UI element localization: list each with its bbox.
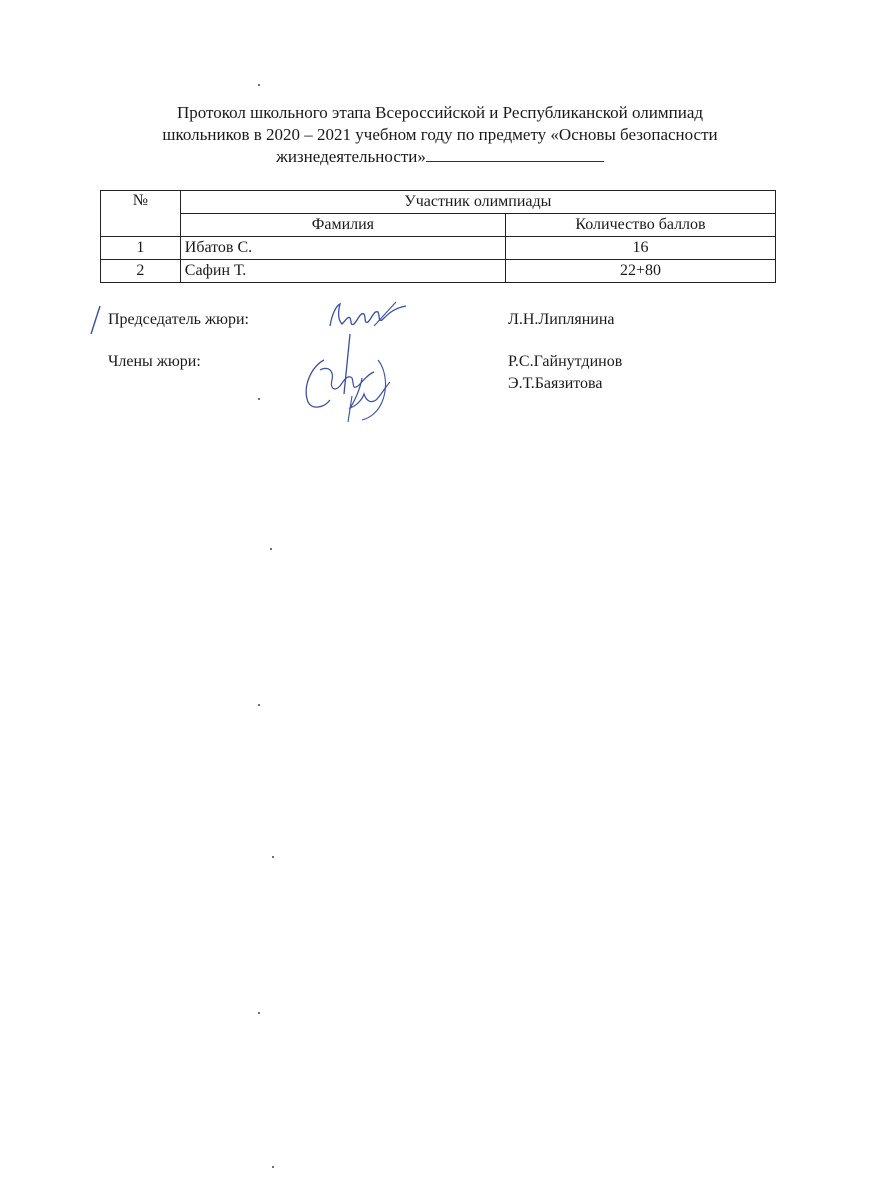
document-title (90, 102, 790, 168)
header-score: Количество баллов (505, 214, 775, 237)
header-participant: Участник олимпиады (180, 191, 775, 214)
header-num: № (101, 191, 181, 237)
title-blank-line (426, 147, 604, 162)
members-signature (290, 330, 410, 426)
scan-speck (272, 1166, 274, 1168)
scan-speck (258, 704, 260, 706)
row-num: 1 (101, 237, 181, 260)
title-line-1: Протокол школьного этапа Всероссийской и Республиканской олимпиад (176, 103, 704, 122)
chair-name: Л.Н.Липлянина (508, 311, 615, 328)
scan-speck (272, 856, 274, 858)
scan-speck (258, 84, 260, 86)
row-surname: Ибатов С. (180, 237, 505, 260)
row-num: 2 (101, 260, 181, 283)
results-table (100, 190, 776, 283)
title-line-2: школьников в 2020 – 2021 учебном году по предмету «Основы безопасности (162, 125, 718, 144)
scan-speck (258, 398, 260, 400)
chair-label: Председатель жюри: (108, 311, 249, 328)
row-score: 22+80 (505, 260, 775, 283)
header-surname: Фамилия (180, 214, 505, 237)
table-header-row-2 (101, 214, 776, 237)
table-header-row-1 (101, 191, 776, 214)
members-label: Члены жюри: (108, 353, 201, 370)
member-1-name: Р.С.Гайнутдинов (508, 353, 623, 370)
row-surname: Сафин Т. (180, 260, 505, 283)
scan-speck (270, 548, 272, 550)
table-row (101, 237, 776, 260)
title-line-3 (90, 146, 790, 168)
scan-speck (258, 1012, 260, 1014)
table-row (101, 260, 776, 283)
margin-tick-mark (88, 304, 102, 336)
title-line-3-text: жизнедеятельности» (276, 147, 426, 166)
member-2-name: Э.Т.Баязитова (508, 375, 603, 392)
row-score: 16 (505, 237, 775, 260)
